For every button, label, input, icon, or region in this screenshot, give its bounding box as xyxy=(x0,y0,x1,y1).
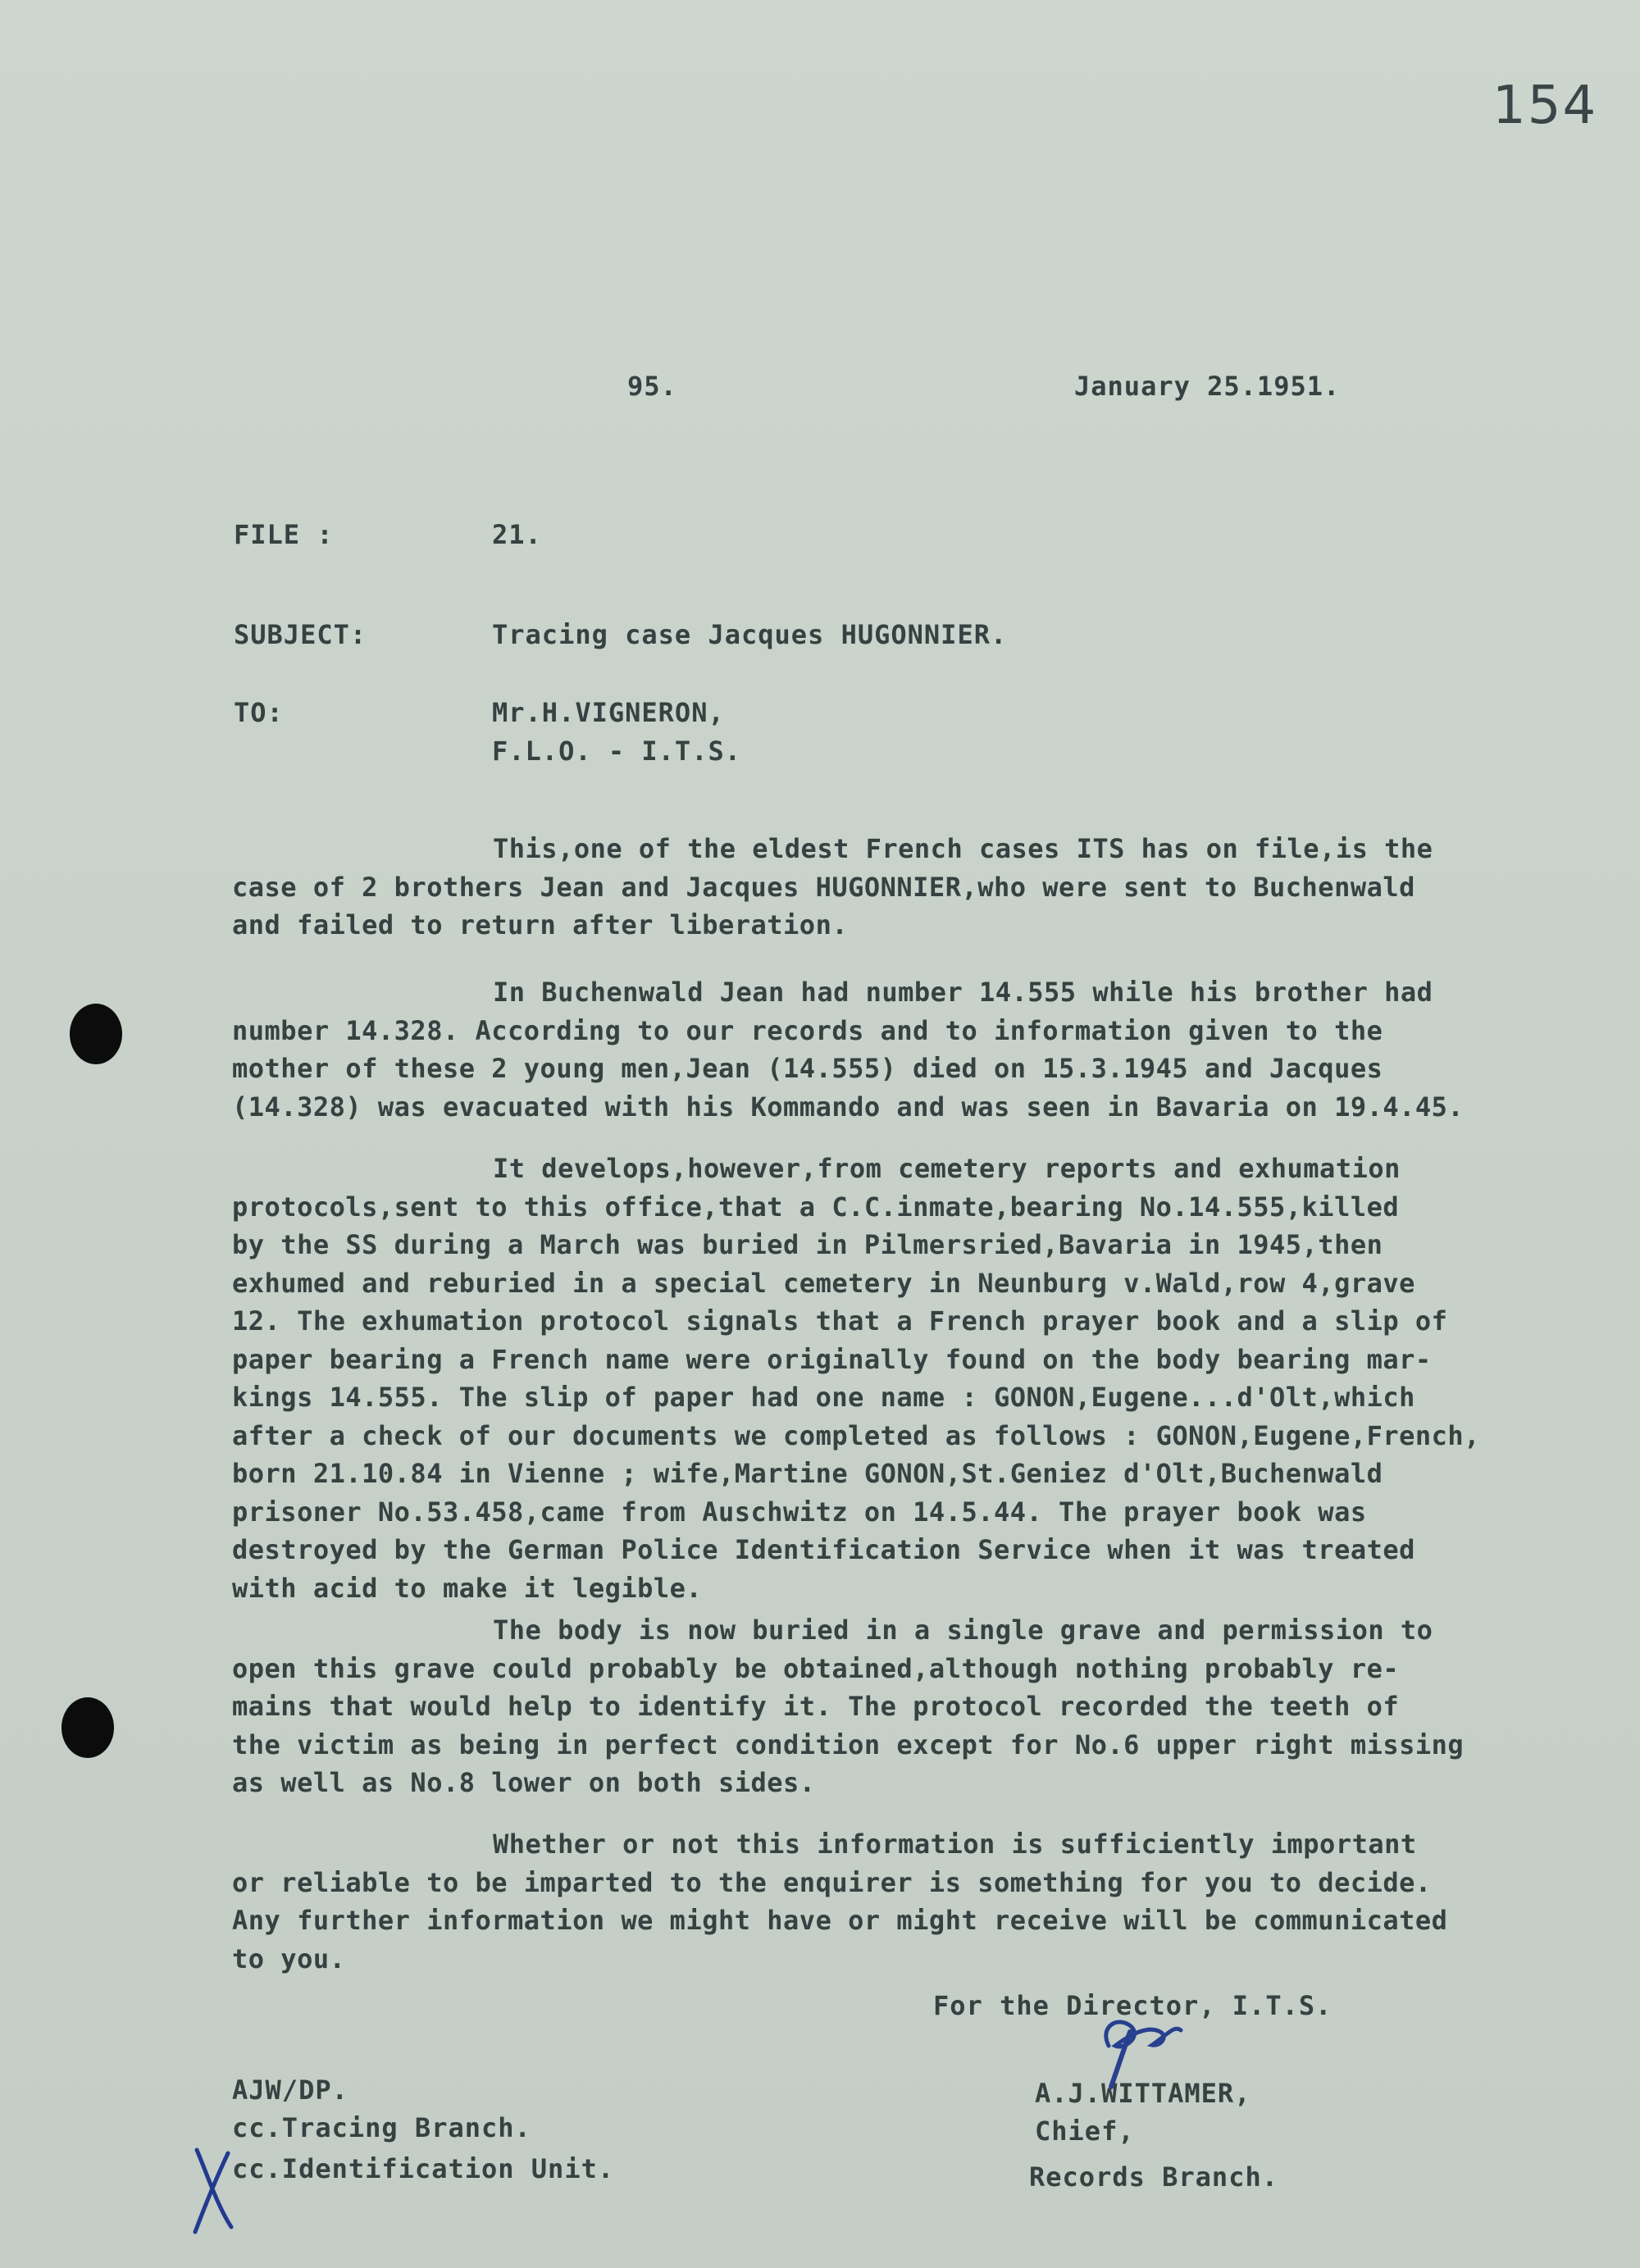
file-value: 21. xyxy=(492,519,542,550)
body-paragraph-4: The body is now buried in a single grave and permission to open this grave could probably be obtained,although nothing probably re- mains that would help to identify it. The protocol recorded the teeth of the victim as being in perfect condition except for No.6 upper right missing as well as No.8 lower on both sides. xyxy=(232,1614,1465,1798)
subject-value: Tracing case Jacques HUGONNIER. xyxy=(492,619,1008,650)
to-recipient-office: F.L.O. - I.T.S. xyxy=(492,736,741,767)
signature-for-line: For the Director, I.T.S. xyxy=(933,1990,1332,2021)
to-recipient-name: Mr.H.VIGNERON, xyxy=(492,697,725,728)
signatory-department: Records Branch. xyxy=(1029,2161,1278,2193)
carbon-copy-tracing: cc.Tracing Branch. xyxy=(232,2112,531,2143)
reference-initials: AJW/DP. xyxy=(232,2074,348,2106)
signatory-name: A.J.WITTAMER, xyxy=(1035,2078,1251,2109)
subject-label: SUBJECT: xyxy=(234,619,367,650)
reference-number: 95. xyxy=(627,371,677,402)
body-paragraph-1: This,one of the eldest French cases ITS has on file,is the case of 2 brothers Jean and Jacques HUGONNIER,who were sent to Buchenwald and failed to return after liberation. xyxy=(232,833,1433,940)
page-number: 154 xyxy=(1492,75,1598,136)
to-label: TO: xyxy=(234,697,284,728)
signatory-title: Chief, xyxy=(1035,2115,1135,2147)
body-paragraph-2: In Buchenwald Jean had number 14.555 while his brother had number 14.328. According to our records and to information given to the mother of these 2 young men,Jean (14.555) died on 15.3.1945 and Jacques (14.328) was evacuated with his Kommando and was seen in Bavaria on 19.4.45. xyxy=(232,977,1465,1123)
carbon-copy-identification: cc.Identification Unit. xyxy=(232,2153,615,2184)
letter-date: January 25.1951. xyxy=(1074,371,1341,402)
body-paragraph-5: Whether or not this information is sufficiently important or reliable to be imparted to the enquirer is something for you to decide. Any further information we might have or might receive will be communicated to you. xyxy=(232,1829,1448,1974)
body-paragraph-3: It develops,however,from cemetery reports and exhumation protocols,sent to this office,that a C.C.inmate,bearing No.14.555,killed by the SS during a March was buried in Pilmersried,Bavaria in 1945,then exhumed and reburied in a special cemetery in Neunburg v.Wald,row 4,grave 12. The exhumation protocol signals that a French prayer book and a slip of paper bearing a French name were originally found on the body bearing mar- kings 14.555. The slip of paper had one name : GONON,Eugene...d'Olt,which after a check of our documents we completed as follows : GONON,Eugene,French, born 21.10.84 in Vienne ; wife,Martine GONON,St.Geniez d'Olt,Buchenwald prisoner No.53.458,came from Auschwitz on 14.5.44. The prayer book was destroyed by the German Police Identification Service when it was treated with acid to make it legible. xyxy=(232,1153,1480,1604)
file-label: FILE : xyxy=(234,519,334,550)
